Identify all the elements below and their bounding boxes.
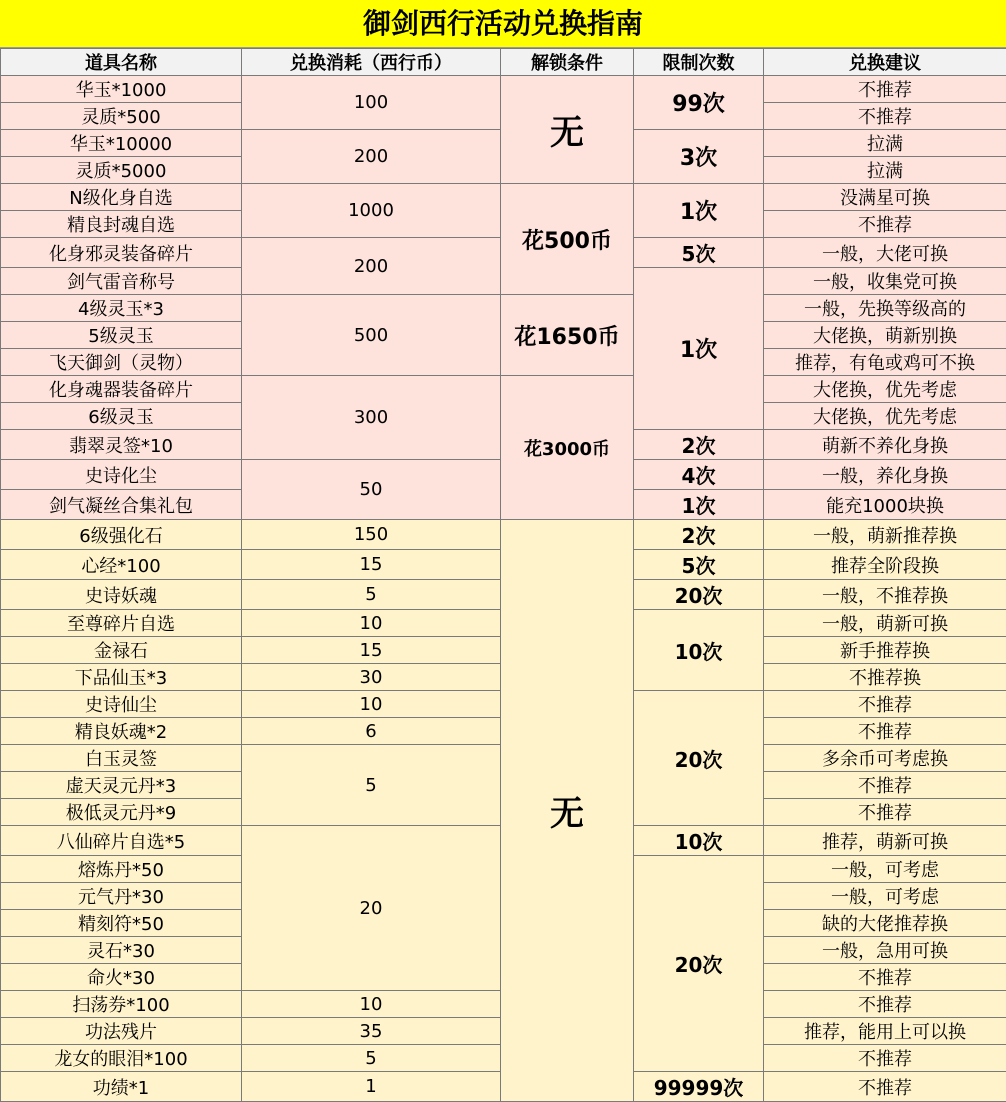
item-name: 史诗化尘 (1, 460, 242, 490)
advice-cell: 能充1000块换 (764, 490, 1006, 520)
header-advice: 兑换建议 (764, 49, 1006, 76)
header-item-name: 道具名称 (1, 49, 242, 76)
limit-cell: 99999次 (634, 1072, 764, 1102)
advice-cell: 推荐，有龟或鸡可不换 (764, 349, 1006, 376)
cost-cell: 150 (242, 520, 501, 550)
cost-cell: 15 (242, 550, 501, 580)
cost-cell: 10 (242, 691, 501, 718)
limit-cell: 3次 (634, 130, 764, 184)
limit-cell: 10次 (634, 826, 764, 856)
limit-cell: 10次 (634, 610, 764, 691)
limit-cell: 2次 (634, 520, 764, 550)
advice-cell: 多余币可考虑换 (764, 745, 1006, 772)
advice-cell: 大佬换，优先考虑 (764, 403, 1006, 430)
limit-cell: 4次 (634, 460, 764, 490)
cost-cell: 5 (242, 580, 501, 610)
advice-cell: 不推荐 (764, 991, 1006, 1018)
item-name: 扫荡券*100 (1, 991, 242, 1018)
cost-cell: 15 (242, 637, 501, 664)
advice-cell: 不推荐换 (764, 664, 1006, 691)
cost-cell: 50 (242, 460, 501, 520)
item-name: 功绩*1 (1, 1072, 242, 1102)
unlock-cell: 花3000币 (501, 376, 634, 520)
item-name: 6级灵玉 (1, 403, 242, 430)
cost-cell: 300 (242, 376, 501, 460)
advice-cell: 不推荐 (764, 211, 1006, 238)
item-name: 白玉灵签 (1, 745, 242, 772)
limit-cell: 1次 (634, 184, 764, 238)
exchange-table (0, 48, 1006, 1102)
item-name: N级化身自选 (1, 184, 242, 211)
unlock-cell: 花500币 (501, 184, 634, 295)
limit-cell: 1次 (634, 268, 764, 430)
advice-cell: 一般，可考虑 (764, 883, 1006, 910)
item-name: 极低灵元丹*9 (1, 799, 242, 826)
limit-cell: 5次 (634, 238, 764, 268)
advice-cell: 一般，收集党可换 (764, 268, 1006, 295)
item-name: 史诗仙尘 (1, 691, 242, 718)
advice-cell: 一般，不推荐换 (764, 580, 1006, 610)
header-limit: 限制次数 (634, 49, 764, 76)
advice-cell: 推荐，能用上可以换 (764, 1018, 1006, 1045)
advice-cell: 一般，萌新可换 (764, 610, 1006, 637)
item-name: 命火*30 (1, 964, 242, 991)
item-name: 虚天灵元丹*3 (1, 772, 242, 799)
advice-cell: 拉满 (764, 157, 1006, 184)
limit-cell: 20次 (634, 580, 764, 610)
item-name: 至尊碎片自选 (1, 610, 242, 637)
item-name: 金禄石 (1, 637, 242, 664)
advice-cell: 不推荐 (764, 799, 1006, 826)
item-name: 灵质*5000 (1, 157, 242, 184)
advice-cell: 拉满 (764, 130, 1006, 157)
advice-cell: 推荐，萌新可换 (764, 826, 1006, 856)
item-name: 八仙碎片自选*5 (1, 826, 242, 856)
advice-cell: 一般，先换等级高的 (764, 295, 1006, 322)
cost-cell: 100 (242, 76, 501, 130)
cost-cell: 35 (242, 1018, 501, 1045)
cost-cell: 10 (242, 610, 501, 637)
cost-cell: 200 (242, 238, 501, 295)
cost-cell: 500 (242, 295, 501, 376)
cost-cell: 20 (242, 826, 501, 991)
advice-cell: 一般，大佬可换 (764, 238, 1006, 268)
advice-cell: 不推荐 (764, 76, 1006, 103)
advice-cell: 新手推荐换 (764, 637, 1006, 664)
cost-cell: 1 (242, 1072, 501, 1102)
page-title: 御剑西行活动兑换指南 (0, 0, 1006, 48)
advice-cell: 不推荐 (764, 1072, 1006, 1102)
header-cost: 兑换消耗（西行币） (242, 49, 501, 76)
item-name: 4级灵玉*3 (1, 295, 242, 322)
item-name: 熔炼丹*50 (1, 856, 242, 883)
limit-cell: 20次 (634, 856, 764, 1072)
item-name: 灵质*500 (1, 103, 242, 130)
item-name: 精良封魂自选 (1, 211, 242, 238)
advice-cell: 没满星可换 (764, 184, 1006, 211)
advice-cell: 一般，萌新推荐换 (764, 520, 1006, 550)
limit-cell: 2次 (634, 430, 764, 460)
item-name: 史诗妖魂 (1, 580, 242, 610)
item-name: 飞天御剑（灵物） (1, 349, 242, 376)
unlock-cell: 无 (501, 520, 634, 1102)
item-name: 5级灵玉 (1, 322, 242, 349)
item-name: 精良妖魂*2 (1, 718, 242, 745)
advice-cell: 不推荐 (764, 718, 1006, 745)
item-name: 龙女的眼泪*100 (1, 1045, 242, 1072)
advice-cell: 不推荐 (764, 691, 1006, 718)
advice-cell: 大佬换，优先考虑 (764, 376, 1006, 403)
advice-cell: 大佬换，萌新别换 (764, 322, 1006, 349)
limit-cell: 20次 (634, 691, 764, 826)
item-name: 化身魂器装备碎片 (1, 376, 242, 403)
advice-cell: 推荐全阶段换 (764, 550, 1006, 580)
item-name: 心经*100 (1, 550, 242, 580)
advice-cell: 萌新不养化身换 (764, 430, 1006, 460)
cost-cell: 30 (242, 664, 501, 691)
item-name: 灵石*30 (1, 937, 242, 964)
advice-cell: 一般，急用可换 (764, 937, 1006, 964)
advice-cell: 一般，可考虑 (764, 856, 1006, 883)
item-name: 华玉*1000 (1, 76, 242, 103)
advice-cell: 一般，养化身换 (764, 460, 1006, 490)
limit-cell: 5次 (634, 550, 764, 580)
advice-cell: 不推荐 (764, 964, 1006, 991)
item-name: 华玉*10000 (1, 130, 242, 157)
item-name: 下品仙玉*3 (1, 664, 242, 691)
cost-cell: 5 (242, 1045, 501, 1072)
cost-cell: 10 (242, 991, 501, 1018)
cost-cell: 5 (242, 745, 501, 826)
item-name: 剑气凝丝合集礼包 (1, 490, 242, 520)
unlock-cell: 无 (501, 76, 634, 184)
item-name: 6级强化石 (1, 520, 242, 550)
header-unlock: 解锁条件 (501, 49, 634, 76)
item-name: 剑气雷音称号 (1, 268, 242, 295)
advice-cell: 不推荐 (764, 772, 1006, 799)
advice-cell: 不推荐 (764, 103, 1006, 130)
cost-cell: 6 (242, 718, 501, 745)
item-name: 精刻符*50 (1, 910, 242, 937)
limit-cell: 1次 (634, 490, 764, 520)
advice-cell: 不推荐 (764, 1045, 1006, 1072)
cost-cell: 200 (242, 130, 501, 184)
advice-cell: 缺的大佬推荐换 (764, 910, 1006, 937)
cost-cell: 1000 (242, 184, 501, 238)
item-name: 功法残片 (1, 1018, 242, 1045)
limit-cell: 99次 (634, 76, 764, 130)
item-name: 翡翠灵签*10 (1, 430, 242, 460)
item-name: 化身邪灵装备碎片 (1, 238, 242, 268)
item-name: 元气丹*30 (1, 883, 242, 910)
unlock-cell: 花1650币 (501, 295, 634, 376)
